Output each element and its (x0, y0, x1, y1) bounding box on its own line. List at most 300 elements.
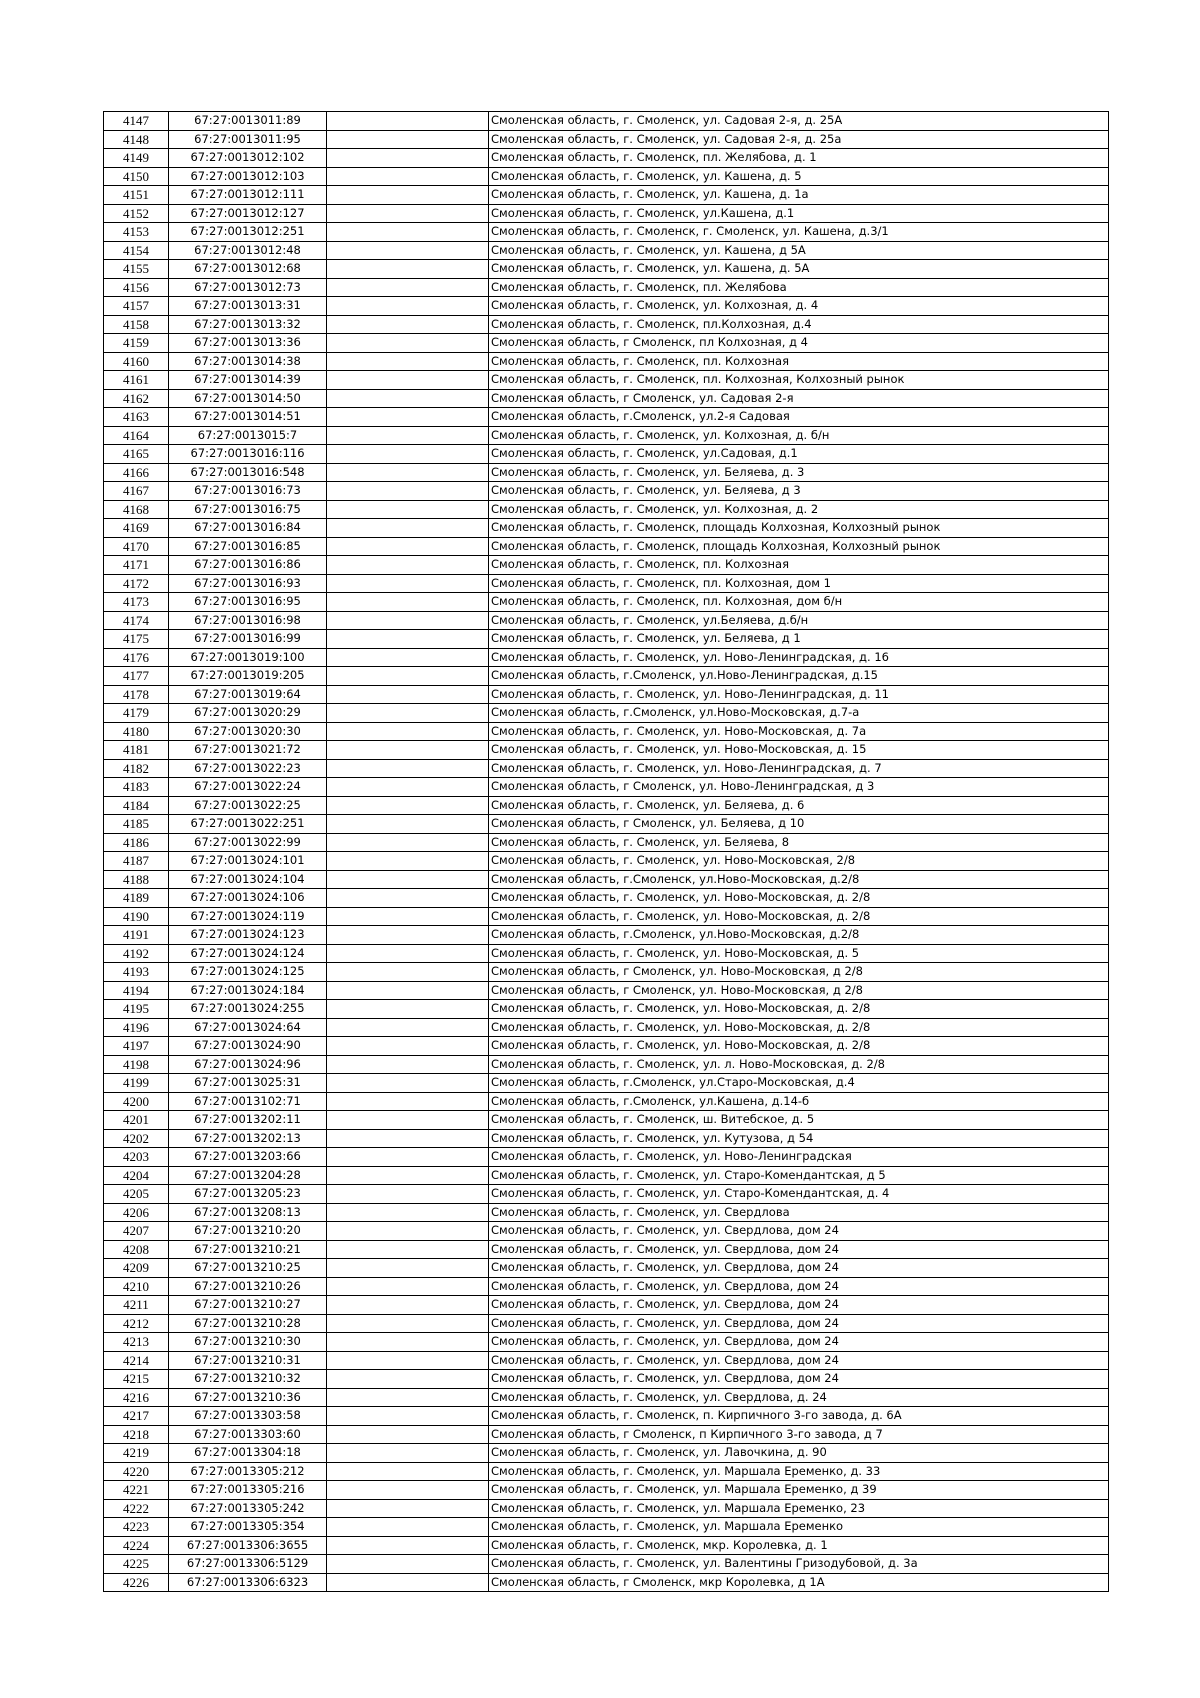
table-body (104, 112, 1109, 1592)
table-row (104, 667, 1109, 686)
cadastral-number: 67:27:0013016:548 (169, 463, 327, 482)
empty-cell (327, 1351, 489, 1370)
address: Смоленская область, г. Смоленск, ул. Беляева, д. 3 (489, 463, 1109, 482)
address: Смоленская область, г. Смоленск, ул. Свердлова, дом 24 (489, 1222, 1109, 1241)
row-number: 4167 (104, 482, 169, 501)
cadastral-number: 67:27:0013024:64 (169, 1018, 327, 1037)
empty-cell (327, 426, 489, 445)
address: Смоленская область, г. Смоленск, ул. Маршала Еременко, 23 (489, 1499, 1109, 1518)
address: Смоленская область, г. Смоленск, мкр. Королевка, д. 1 (489, 1536, 1109, 1555)
cadastral-number: 67:27:0013022:99 (169, 833, 327, 852)
cadastral-number: 67:27:0013024:101 (169, 852, 327, 871)
cadastral-number: 67:27:0013012:103 (169, 167, 327, 186)
address: Смоленская область, г. Смоленск, ул. Беляева, д 3 (489, 482, 1109, 501)
empty-cell (327, 537, 489, 556)
empty-cell (327, 889, 489, 908)
row-number: 4210 (104, 1277, 169, 1296)
cadastral-number: 67:27:0013016:73 (169, 482, 327, 501)
row-number: 4212 (104, 1314, 169, 1333)
row-number: 4157 (104, 297, 169, 316)
table-row (104, 556, 1109, 575)
row-number: 4178 (104, 685, 169, 704)
empty-cell (327, 667, 489, 686)
row-number: 4186 (104, 833, 169, 852)
address: Смоленская область, г. Смоленск, г. Смоленск, ул. Кашена, д.3/1 (489, 223, 1109, 242)
row-number: 4170 (104, 537, 169, 556)
empty-cell (327, 722, 489, 741)
row-number: 4199 (104, 1074, 169, 1093)
empty-cell (327, 241, 489, 260)
empty-cell (327, 1277, 489, 1296)
cadastral-number: 67:27:0013011:89 (169, 112, 327, 131)
address: Смоленская область, г. Смоленск, площадь Колхозная, Колхозный рынок (489, 537, 1109, 556)
empty-cell (327, 389, 489, 408)
address: Смоленская область, г. Смоленск, ул. Свердлова, дом 24 (489, 1277, 1109, 1296)
empty-cell (327, 611, 489, 630)
row-number: 4216 (104, 1388, 169, 1407)
table-row (104, 1407, 1109, 1426)
address: Смоленская область, г. Смоленск, пл. Колхозная, дом б/н (489, 593, 1109, 612)
table-row (104, 907, 1109, 926)
row-number: 4224 (104, 1536, 169, 1555)
row-number: 4205 (104, 1185, 169, 1204)
empty-cell (327, 1444, 489, 1463)
address: Смоленская область, г. Смоленск, ул. Садовая 2-я, д. 25а (489, 130, 1109, 149)
table-row (104, 741, 1109, 760)
empty-cell (327, 1222, 489, 1241)
cadastral-number: 67:27:0013022:25 (169, 796, 327, 815)
table-row (104, 963, 1109, 982)
table-row (104, 704, 1109, 723)
cadastral-number: 67:27:0013210:32 (169, 1370, 327, 1389)
address: Смоленская область, г Смоленск, ул. Беляева, д 10 (489, 815, 1109, 834)
row-number: 4208 (104, 1240, 169, 1259)
cadastral-number: 67:27:0013210:31 (169, 1351, 327, 1370)
empty-cell (327, 741, 489, 760)
cadastral-number: 67:27:0013024:255 (169, 1000, 327, 1019)
table-row (104, 648, 1109, 667)
cadastral-number: 67:27:0013015:7 (169, 426, 327, 445)
address: Смоленская область, г. Смоленск, ул. Свердлова, дом 24 (489, 1351, 1109, 1370)
address: Смоленская область, г. Смоленск, ул. Ново-Московская, д. 7а (489, 722, 1109, 741)
address: Смоленская область, г. Смоленск, ул. Ново-Ленинградская, д. 16 (489, 648, 1109, 667)
row-number: 4203 (104, 1148, 169, 1167)
address: Смоленская область, г. Смоленск, ул.Садовая, д.1 (489, 445, 1109, 464)
cadastral-number: 67:27:0013021:72 (169, 741, 327, 760)
empty-cell (327, 1000, 489, 1019)
cadastral-number: 67:27:0013013:32 (169, 315, 327, 334)
table-row (104, 352, 1109, 371)
cadastral-number: 67:27:0013016:99 (169, 630, 327, 649)
empty-cell (327, 648, 489, 667)
address: Смоленская область, г Смоленск, ул. Ново-Московская, д 2/8 (489, 963, 1109, 982)
row-number: 4149 (104, 149, 169, 168)
empty-cell (327, 278, 489, 297)
address: Смоленская область, г. Смоленск, ул. Лавочкина, д. 90 (489, 1444, 1109, 1463)
table-row (104, 1092, 1109, 1111)
empty-cell (327, 1148, 489, 1167)
table-row (104, 1037, 1109, 1056)
cadastral-number: 67:27:0013305:242 (169, 1499, 327, 1518)
row-number: 4152 (104, 204, 169, 223)
empty-cell (327, 1240, 489, 1259)
address: Смоленская область, г. Смоленск, ул. Свердлова, дом 24 (489, 1240, 1109, 1259)
table-row (104, 870, 1109, 889)
cadastral-number: 67:27:0013210:25 (169, 1259, 327, 1278)
table-row (104, 112, 1109, 131)
table-row (104, 204, 1109, 223)
cadastral-number: 67:27:0013011:95 (169, 130, 327, 149)
row-number: 4215 (104, 1370, 169, 1389)
empty-cell (327, 408, 489, 427)
empty-cell (327, 1259, 489, 1278)
table-row (104, 815, 1109, 834)
table-row (104, 778, 1109, 797)
empty-cell (327, 870, 489, 889)
cadastral-number: 67:27:0013012:127 (169, 204, 327, 223)
row-number: 4192 (104, 944, 169, 963)
address: Смоленская область, г. Смоленск, ул. Ново-Московская, 2/8 (489, 852, 1109, 871)
table-row (104, 1240, 1109, 1259)
cadastral-number: 67:27:0013024:124 (169, 944, 327, 963)
row-number: 4161 (104, 371, 169, 390)
address: Смоленская область, г. Смоленск, площадь Колхозная, Колхозный рынок (489, 519, 1109, 538)
empty-cell (327, 944, 489, 963)
address: Смоленская область, г. Смоленск, ул. Колхозная, д. б/н (489, 426, 1109, 445)
empty-cell (327, 907, 489, 926)
cadastral-number: 67:27:0013014:51 (169, 408, 327, 427)
empty-cell (327, 352, 489, 371)
table-row (104, 944, 1109, 963)
row-number: 4147 (104, 112, 169, 131)
table-row (104, 1499, 1109, 1518)
empty-cell (327, 574, 489, 593)
row-number: 4165 (104, 445, 169, 464)
address: Смоленская область, г. Смоленск, ул. Колхозная, д. 4 (489, 297, 1109, 316)
address: Смоленская область, г. Смоленск, ул. Свердлова (489, 1203, 1109, 1222)
row-number: 4219 (104, 1444, 169, 1463)
empty-cell (327, 1314, 489, 1333)
address: Смоленская область, г. Смоленск, ул. Свердлова, дом 24 (489, 1370, 1109, 1389)
empty-cell (327, 685, 489, 704)
empty-cell (327, 852, 489, 871)
empty-cell (327, 371, 489, 390)
table-row (104, 241, 1109, 260)
row-number: 4214 (104, 1351, 169, 1370)
empty-cell (327, 1129, 489, 1148)
table-row (104, 1055, 1109, 1074)
table-row (104, 1148, 1109, 1167)
empty-cell (327, 130, 489, 149)
table-row (104, 519, 1109, 538)
cadastral-number: 67:27:0013024:184 (169, 981, 327, 1000)
empty-cell (327, 1203, 489, 1222)
empty-cell (327, 1425, 489, 1444)
address: Смоленская область, г. Смоленск, ул. Кашена, д. 5 (489, 167, 1109, 186)
address: Смоленская область, г. Смоленск, пл.Колхозная, д.4 (489, 315, 1109, 334)
empty-cell (327, 519, 489, 538)
empty-cell (327, 334, 489, 353)
row-number: 4201 (104, 1111, 169, 1130)
address: Смоленская область, г Смоленск, п Кирпичного 3-го завода, д 7 (489, 1425, 1109, 1444)
table-row (104, 130, 1109, 149)
row-number: 4171 (104, 556, 169, 575)
row-number: 4221 (104, 1481, 169, 1500)
address: Смоленская область, г. Смоленск, ул.Беляева, д.б/н (489, 611, 1109, 630)
address: Смоленская область, г. Смоленск, ул. Беляева, д. 6 (489, 796, 1109, 815)
empty-cell (327, 315, 489, 334)
address: Смоленская область, г. Смоленск, ул. Ново-Ленинградская (489, 1148, 1109, 1167)
address: Смоленская область, г. Смоленск, ул. Садовая 2-я, д. 25А (489, 112, 1109, 131)
table-row (104, 1462, 1109, 1481)
address: Смоленская область, г. Смоленск, ул. Свердлова, дом 24 (489, 1259, 1109, 1278)
empty-cell (327, 1518, 489, 1537)
address: Смоленская область, г. Смоленск, ул. Ново-Ленинградская, д. 11 (489, 685, 1109, 704)
cadastral-number: 67:27:0013210:28 (169, 1314, 327, 1333)
cadastral-number: 67:27:0013303:58 (169, 1407, 327, 1426)
table-row (104, 445, 1109, 464)
row-number: 4187 (104, 852, 169, 871)
address: Смоленская область, г. Смоленск, ул.Кашена, д.1 (489, 204, 1109, 223)
table-row (104, 1000, 1109, 1019)
address: Смоленская область, г. Смоленск, ул. Маршала Еременко (489, 1518, 1109, 1537)
empty-cell (327, 1111, 489, 1130)
cadastral-number: 67:27:0013102:71 (169, 1092, 327, 1111)
row-number: 4176 (104, 648, 169, 667)
cadastral-number: 67:27:0013014:39 (169, 371, 327, 390)
address: Смоленская область, г. Смоленск, ул. Колхозная, д. 2 (489, 500, 1109, 519)
address: Смоленская область, г. Смоленск, ул. Ново-Ленинградская, д. 7 (489, 759, 1109, 778)
cadastral-number: 67:27:0013210:20 (169, 1222, 327, 1241)
table-row (104, 722, 1109, 741)
row-number: 4169 (104, 519, 169, 538)
address: Смоленская область, г. Смоленск, пл. Колхозная (489, 556, 1109, 575)
table-row (104, 1573, 1109, 1592)
table-row (104, 1555, 1109, 1574)
table-row (104, 167, 1109, 186)
empty-cell (327, 833, 489, 852)
empty-cell (327, 1092, 489, 1111)
cadastral-number: 67:27:0013305:212 (169, 1462, 327, 1481)
empty-cell (327, 204, 489, 223)
table-row (104, 1481, 1109, 1500)
address: Смоленская область, г. Смоленск, ул. Валентины Гризодубовой, д. 3а (489, 1555, 1109, 1574)
row-number: 4175 (104, 630, 169, 649)
empty-cell (327, 186, 489, 205)
address: Смоленская область, г Смоленск, ул. Ново-Московская, д 2/8 (489, 981, 1109, 1000)
empty-cell (327, 778, 489, 797)
empty-cell (327, 1037, 489, 1056)
table-row (104, 149, 1109, 168)
address: Смоленская область, г. Смоленск, ул. л. Ново-Московская, д. 2/8 (489, 1055, 1109, 1074)
empty-cell (327, 1074, 489, 1093)
table-row (104, 1185, 1109, 1204)
table-row (104, 1444, 1109, 1463)
address: Смоленская область, г. Смоленск, ул. Ново-Московская, д. 2/8 (489, 1037, 1109, 1056)
cadastral-number: 67:27:0013016:116 (169, 445, 327, 464)
empty-cell (327, 704, 489, 723)
address: Смоленская область, г.Смоленск, ул.2-я Садовая (489, 408, 1109, 427)
empty-cell (327, 223, 489, 242)
empty-cell (327, 963, 489, 982)
table-row (104, 685, 1109, 704)
row-number: 4194 (104, 981, 169, 1000)
table-row (104, 593, 1109, 612)
row-number: 4217 (104, 1407, 169, 1426)
row-number: 4155 (104, 260, 169, 279)
empty-cell (327, 1333, 489, 1352)
table-row (104, 1518, 1109, 1537)
address: Смоленская область, г. Смоленск, ул. Ново-Московская, д. 2/8 (489, 907, 1109, 926)
cadastral-number: 67:27:0013024:123 (169, 926, 327, 945)
cadastral-number: 67:27:0013019:100 (169, 648, 327, 667)
row-number: 4173 (104, 593, 169, 612)
cadastral-number: 67:27:0013024:104 (169, 870, 327, 889)
row-number: 4206 (104, 1203, 169, 1222)
address: Смоленская область, г. Смоленск, ул. Ново-Московская, д. 15 (489, 741, 1109, 760)
table-row (104, 408, 1109, 427)
table-row (104, 463, 1109, 482)
empty-cell (327, 297, 489, 316)
row-number: 4179 (104, 704, 169, 723)
cadastral-number: 67:27:0013020:30 (169, 722, 327, 741)
row-number: 4226 (104, 1573, 169, 1592)
cadastral-number: 67:27:0013016:85 (169, 537, 327, 556)
address: Смоленская область, г. Смоленск, ул. Кутузова, д 54 (489, 1129, 1109, 1148)
address: Смоленская область, г. Смоленск, ш. Витебское, д. 5 (489, 1111, 1109, 1130)
cadastral-number: 67:27:0013024:119 (169, 907, 327, 926)
row-number: 4151 (104, 186, 169, 205)
address: Смоленская область, г Смоленск, ул. Ново-Ленинградская, д 3 (489, 778, 1109, 797)
row-number: 4185 (104, 815, 169, 834)
cadastral-number: 67:27:0013204:28 (169, 1166, 327, 1185)
row-number: 4195 (104, 1000, 169, 1019)
table-row (104, 1111, 1109, 1130)
address: Смоленская область, г.Смоленск, ул.Ново-Ленинградская, д.15 (489, 667, 1109, 686)
empty-cell (327, 759, 489, 778)
empty-cell (327, 630, 489, 649)
address: Смоленская область, г. Смоленск, ул. Ново-Московская, д. 2/8 (489, 1018, 1109, 1037)
address: Смоленская область, г.Смоленск, ул.Ново-Московская, д.2/8 (489, 870, 1109, 889)
table-row (104, 1166, 1109, 1185)
row-number: 4191 (104, 926, 169, 945)
table-row (104, 1370, 1109, 1389)
cadastral-number: 67:27:0013013:31 (169, 297, 327, 316)
row-number: 4223 (104, 1518, 169, 1537)
cadastral-number: 67:27:0013014:50 (169, 389, 327, 408)
address: Смоленская область, г. Смоленск, ул. Кашена, д. 5А (489, 260, 1109, 279)
table-row (104, 1222, 1109, 1241)
cadastral-number: 67:27:0013210:21 (169, 1240, 327, 1259)
address: Смоленская область, г. Смоленск, ул. Беляева, д 1 (489, 630, 1109, 649)
address: Смоленская область, г. Смоленск, п. Кирпичного 3-го завода, д. 6А (489, 1407, 1109, 1426)
row-number: 4189 (104, 889, 169, 908)
cadastral-number: 67:27:0013024:106 (169, 889, 327, 908)
cadastral-number: 67:27:0013024:96 (169, 1055, 327, 1074)
table-row (104, 426, 1109, 445)
cadastral-number: 67:27:0013019:64 (169, 685, 327, 704)
empty-cell (327, 1573, 489, 1592)
row-number: 4156 (104, 278, 169, 297)
cadastral-number: 67:27:0013020:29 (169, 704, 327, 723)
cadastral-number: 67:27:0013016:84 (169, 519, 327, 538)
row-number: 4163 (104, 408, 169, 427)
row-number: 4166 (104, 463, 169, 482)
table-row (104, 1296, 1109, 1315)
table-row (104, 371, 1109, 390)
cadastral-number: 67:27:0013306:5129 (169, 1555, 327, 1574)
row-number: 4183 (104, 778, 169, 797)
cadastral-number: 67:27:0013305:216 (169, 1481, 327, 1500)
cadastral-number: 67:27:0013016:93 (169, 574, 327, 593)
empty-cell (327, 112, 489, 131)
table-row (104, 630, 1109, 649)
row-number: 4193 (104, 963, 169, 982)
cadastral-number: 67:27:0013202:11 (169, 1111, 327, 1130)
table-row (104, 611, 1109, 630)
table-row (104, 278, 1109, 297)
row-number: 4188 (104, 870, 169, 889)
row-number: 4196 (104, 1018, 169, 1037)
empty-cell (327, 1185, 489, 1204)
empty-cell (327, 1407, 489, 1426)
cadastral-number: 67:27:0013012:48 (169, 241, 327, 260)
table-row (104, 260, 1109, 279)
empty-cell (327, 1055, 489, 1074)
row-number: 4180 (104, 722, 169, 741)
table-row (104, 759, 1109, 778)
table-row (104, 1074, 1109, 1093)
table-row (104, 297, 1109, 316)
address: Смоленская область, г. Смоленск, ул. Кашена, д 5А (489, 241, 1109, 260)
row-number: 4207 (104, 1222, 169, 1241)
empty-cell (327, 445, 489, 464)
cadastral-number: 67:27:0013016:98 (169, 611, 327, 630)
empty-cell (327, 796, 489, 815)
cadastral-number: 67:27:0013203:66 (169, 1148, 327, 1167)
address: Смоленская область, г. Смоленск, ул. Свердлова, д. 24 (489, 1388, 1109, 1407)
empty-cell (327, 149, 489, 168)
cadastral-table (103, 111, 1109, 1592)
row-number: 4168 (104, 500, 169, 519)
empty-cell (327, 1481, 489, 1500)
empty-cell (327, 1296, 489, 1315)
row-number: 4182 (104, 759, 169, 778)
cadastral-number: 67:27:0013022:251 (169, 815, 327, 834)
table-row (104, 1388, 1109, 1407)
empty-cell (327, 1536, 489, 1555)
table-row (104, 334, 1109, 353)
table-row (104, 500, 1109, 519)
address: Смоленская область, г.Смоленск, ул.Кашена, д.14-б (489, 1092, 1109, 1111)
row-number: 4220 (104, 1462, 169, 1481)
table-row (104, 833, 1109, 852)
address: Смоленская область, г. Смоленск, ул. Беляева, 8 (489, 833, 1109, 852)
table-row (104, 1333, 1109, 1352)
address: Смоленская область, г Смоленск, мкр Королевка, д 1А (489, 1573, 1109, 1592)
address: Смоленская область, г. Смоленск, пл. Колхозная (489, 352, 1109, 371)
row-number: 4158 (104, 315, 169, 334)
address: Смоленская область, г. Смоленск, ул. Свердлова, дом 24 (489, 1314, 1109, 1333)
address: Смоленская область, г. Смоленск, ул. Ново-Московская, д. 5 (489, 944, 1109, 963)
row-number: 4211 (104, 1296, 169, 1315)
empty-cell (327, 1462, 489, 1481)
address: Смоленская область, г. Смоленск, ул. Маршала Еременко, д. 33 (489, 1462, 1109, 1481)
address: Смоленская область, г. Смоленск, пл. Желябова, д. 1 (489, 149, 1109, 168)
row-number: 4160 (104, 352, 169, 371)
row-number: 4181 (104, 741, 169, 760)
row-number: 4184 (104, 796, 169, 815)
